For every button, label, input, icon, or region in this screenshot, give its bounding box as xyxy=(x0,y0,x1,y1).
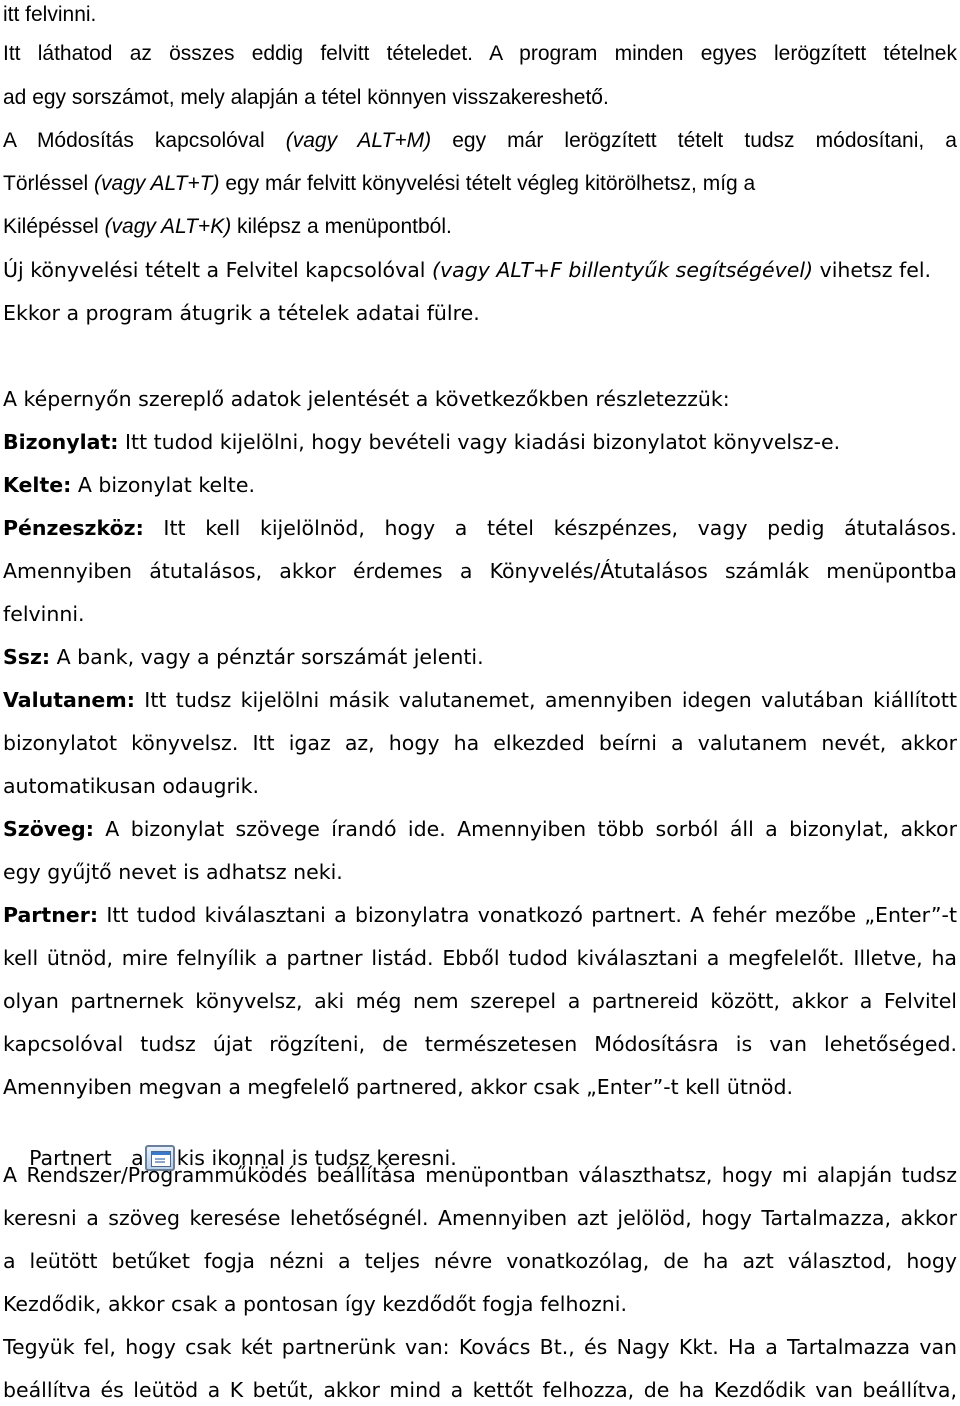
shortcut-hint: (vagy ALT+F billentyűk segítségével) xyxy=(432,258,814,282)
text-run: Partnert a xyxy=(29,1146,144,1170)
text-run: kis ikonnal is tudsz keresni. xyxy=(176,1146,457,1170)
text-line: Ekkor a program átugrik a tételek adatai fülre. xyxy=(3,301,480,325)
text-run: Új könyvelési tételt a Felvitel kapcsolóval xyxy=(3,258,432,282)
text-line xyxy=(3,472,255,498)
text-line: olyan partnernek könyvelsz, aki még nem szerepel a partnereid között, akkor a Felvitel xyxy=(3,989,957,1013)
field-label: Ssz: xyxy=(3,645,51,669)
text-line xyxy=(3,515,957,541)
text-line: Kezdődik, akkor csak a pontosan így kezdődőt fogja felhozni. xyxy=(3,1292,627,1316)
text-line xyxy=(3,687,957,713)
text-line xyxy=(3,816,957,842)
text-run: Itt kell kijelölnöd, hogy a tétel készpénzes, vagy pedig átutalásos. xyxy=(143,516,957,540)
text-run: kilépsz a menüpontból. xyxy=(231,215,452,238)
text-run: egy már lerögzített tételt tudsz módosítani, a xyxy=(431,129,957,152)
text-line: A Rendszer/Programműködés beállítása menüpontban választhatsz, hogy mi alapján tudsz xyxy=(3,1163,957,1187)
text-run: Törléssel xyxy=(3,172,95,195)
text-line: ad egy sorszámot, mely alapján a tétel könnyen visszakereshető. xyxy=(3,86,609,109)
text-run: A bizonylat kelte. xyxy=(71,473,255,497)
shortcut-hint: (vagy ALT+M) xyxy=(285,129,432,152)
text-line: keresni a szöveg keresése lehetőségnél. Amennyiben azt jelölöd, hogy Tartalmazza, akkor xyxy=(3,1206,957,1230)
text-line xyxy=(3,171,755,197)
shortcut-hint: (vagy ALT+T) xyxy=(94,172,220,195)
text-line xyxy=(3,128,957,154)
text-run: Itt tudsz kijelölni másik valutanemet, amennyiben idegen valutában kiállított xyxy=(134,688,957,712)
text-line: Tegyük fel, hogy csak két partnerünk van: Kovács Bt., és Nagy Kkt. Ha a Tartalmazza van xyxy=(3,1335,957,1359)
text-line: itt felvinni. xyxy=(3,3,97,26)
text-line xyxy=(3,902,957,928)
text-line: Amennyiben megvan a megfelelő partnered, akkor csak „Enter”-t kell ütnöd. xyxy=(3,1075,793,1099)
text-line xyxy=(3,214,452,240)
text-line: A képernyőn szereplő adatok jelentését a következőkben részletezzük: xyxy=(3,387,730,411)
text-run: A bizonylat szövege írandó ide. Amennyiben több sorból áll a bizonylat, akkor xyxy=(93,817,957,841)
text-line: automatikusan odaugrik. xyxy=(3,774,260,798)
field-label: Valutanem: xyxy=(3,688,135,712)
shortcut-hint: (vagy ALT+K) xyxy=(104,215,232,238)
text-run: A Módosítás kapcsolóval xyxy=(3,129,286,152)
text-run: A bank, vagy a pénztár sorszámát jelenti. xyxy=(50,645,484,669)
text-line: Itt láthatod az összes eddig felvitt tételedet. A program minden egyes lerögzített tételnek xyxy=(3,42,957,65)
field-label: Szöveg: xyxy=(3,817,94,841)
field-label: Partner: xyxy=(3,903,99,927)
text-line: beállítva és leütöd a K betűt, akkor mind a kettőt felhozza, de ha Kezdődik van beállítva, xyxy=(3,1378,957,1402)
text-line: egy gyűjtő nevet is adhatsz neki. xyxy=(3,860,343,884)
text-line: a leütött betűket fogja nézni a teljes névre vonatkozólag, de ha azt választod, hogy xyxy=(3,1249,957,1273)
text-run: Itt tudod kijelölni, hogy bevételi vagy kiadási bizonylatot könyvelsz-e. xyxy=(118,430,841,454)
text-line: kell ütnöd, mire felnyílik a partner listád. Ebből tudod kiválasztani a megfelelőt. Illetve, ha xyxy=(3,946,957,970)
text-run: Kilépéssel xyxy=(3,215,105,238)
text-line xyxy=(3,644,484,670)
text-line xyxy=(3,429,840,455)
field-label: Kelte: xyxy=(3,473,72,497)
text-run: egy már felvitt könyvelési tételt végleg kitörölhetsz, míg a xyxy=(219,172,756,195)
text-line: felvinni. xyxy=(3,602,85,626)
text-line: bizonylatot könyvelsz. Itt igaz az, hogy ha elkezded beírni a valutanem nevét, akkor xyxy=(3,731,957,755)
text-line: Amennyiben átutalásos, akkor érdemes a Könyvelés/Átutalásos számlák menüpontba xyxy=(3,559,957,583)
text-line xyxy=(3,257,931,283)
text-run: Itt tudod kiválasztani a bizonylatra vonatkozó partnert. A fehér mezőbe „Enter”-t xyxy=(98,903,957,927)
text-line: kapcsolóval tudsz újat rögzíteni, de természetesen Módosításra is van lehetőséged. xyxy=(3,1032,957,1056)
field-label: Bizonylat: xyxy=(3,430,119,454)
field-label: Pénzeszköz: xyxy=(3,516,144,540)
text-run: vihetsz fel. xyxy=(813,258,932,282)
